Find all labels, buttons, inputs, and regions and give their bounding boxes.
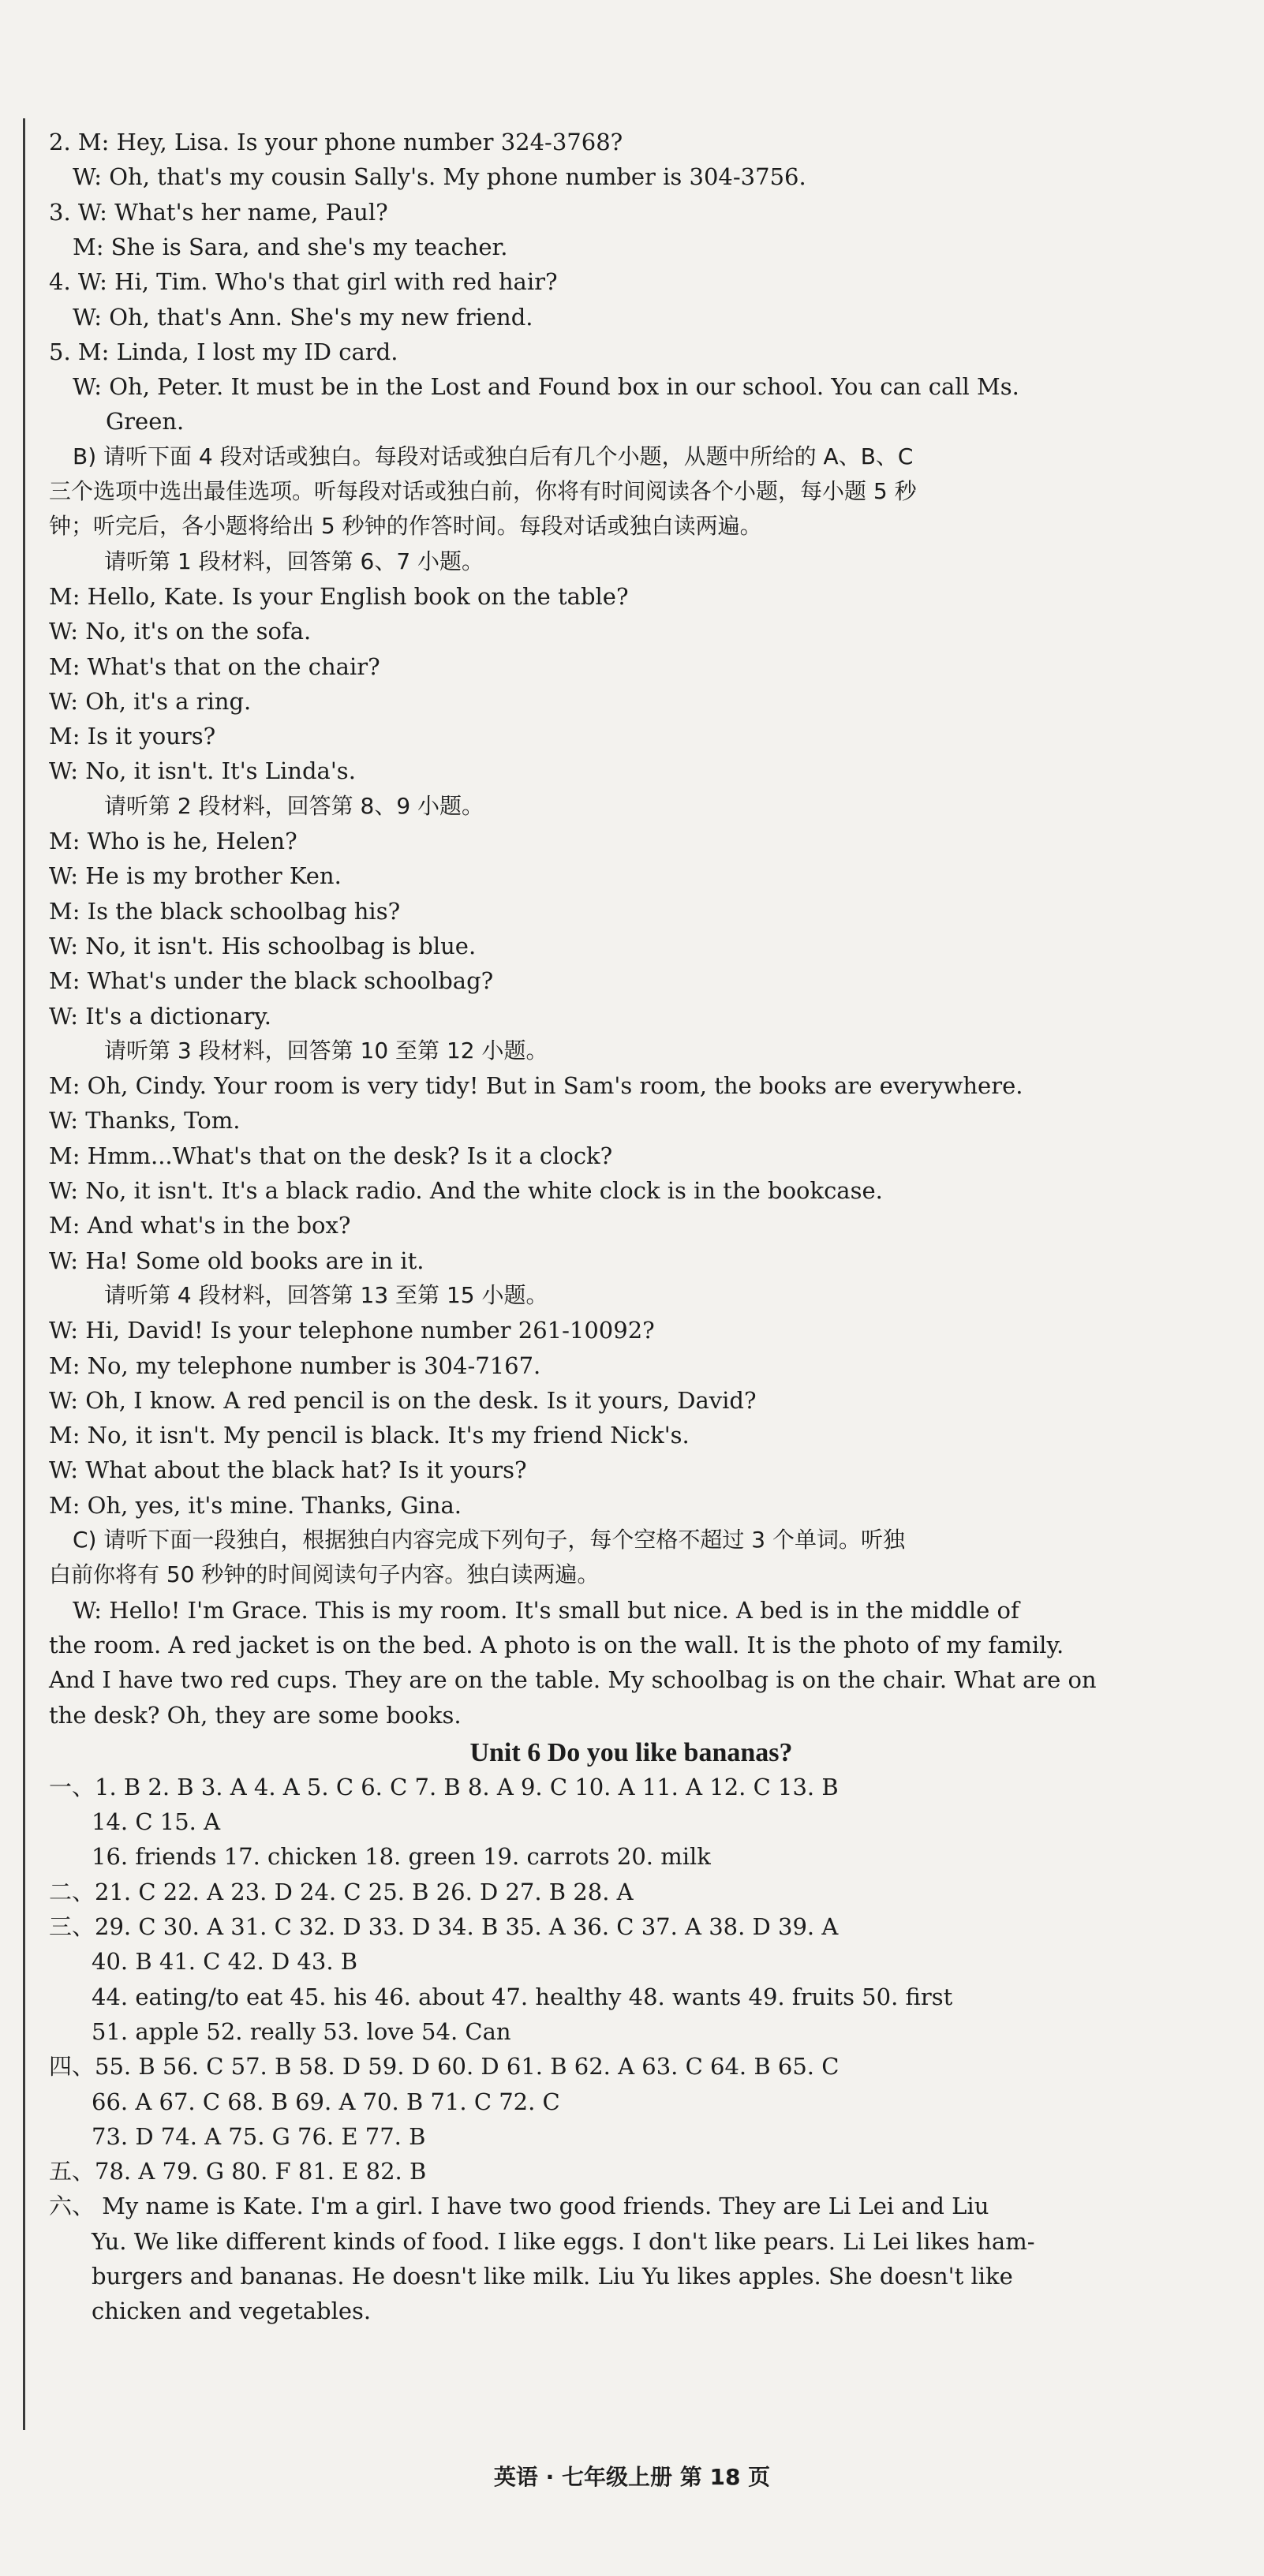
transcript-line: W: Oh, that's my cousin Sally's. My phone number is 304-3756. (73, 163, 806, 191)
answer-line: 四、55. B 56. C 57. B 58. D 59. D 60. D 61. B 62. A 63. C 64. B 65. C (49, 2053, 840, 2081)
transcript-line: W: What about the black hat? Is it yours? (49, 1456, 527, 1484)
transcript-line: 4. W: Hi, Tim. Who's that girl with red hair? (49, 268, 558, 296)
answer-line: Yu. We like different kinds of food. I like eggs. I don't like pears. Li Lei likes ham- (92, 2227, 1035, 2255)
answer-line: 16. friends 17. chicken 18. green 19. carrots 20. milk (92, 1843, 711, 1871)
transcript-line: 请听第 3 段材料，回答第 10 至第 12 小题。 (104, 1037, 548, 1064)
page-footer: 英语 · 七年级上册 第 18 页 (493, 2464, 771, 2490)
transcript-line: the room. A red jacket is on the bed. A photo is on the wall. It is the photo of my family. (49, 1631, 1064, 1658)
answer-line: chicken and vegetables. (92, 2297, 372, 2325)
transcript-line: W: Hello! I'm Grace. This is my room. It's small but nice. A bed is in the middle of (73, 1596, 1019, 1624)
transcript-line: W: Oh, it's a ring. (49, 687, 252, 715)
answer-line: burgers and bananas. He doesn't like milk. Liu Yu likes apples. She doesn't like (92, 2263, 1013, 2290)
transcript-line: 三个选项中选出最佳选项。听每段对话或独白前，你将有时间阅读各个小题，每小题 5 秒 (49, 478, 917, 504)
transcript-line: M: No, my telephone number is 304-7167. (49, 1352, 541, 1379)
transcript-line: W: Oh, that's Ann. She's my new friend. (73, 303, 533, 331)
transcript-line: Green. (106, 408, 185, 436)
transcript-line: 请听第 1 段材料，回答第 6、7 小题。 (104, 548, 484, 574)
transcript-line: W: No, it isn't. It's Linda's. (49, 757, 356, 785)
transcript-line: 3. W: What's her name, Paul? (49, 198, 388, 226)
transcript-line: M: Is it yours? (49, 723, 216, 750)
transcript-line: W: Oh, I know. A red pencil is on the desk. Is it yours, David? (49, 1386, 757, 1414)
transcript-line: C) 请听下面一段独白，根据独白内容完成下列句子，每个空格不超过 3 个单词。听独 (73, 1527, 905, 1553)
transcript-line: M: Oh, Cindy. Your room is very tidy! But in Sam's room, the books are everywhere. (49, 1072, 1023, 1100)
transcript-line: 请听第 2 段材料，回答第 8、9 小题。 (104, 792, 484, 819)
transcript-line: M: She is Sara, and she's my teacher. (73, 233, 508, 260)
answer-line: 73. D 74. A 75. G 76. E 77. B (92, 2122, 426, 2150)
transcript-line: the desk? Oh, they are some books. (49, 1701, 462, 1729)
transcript-line: W: No, it's on the sofa. (49, 618, 312, 645)
transcript-line: W: No, it isn't. His schoolbag is blue. (49, 932, 477, 959)
transcript-line: M: Hello, Kate. Is your English book on the table? (49, 582, 629, 610)
answer-line: 40. B 41. C 42. D 43. B (92, 1948, 358, 1976)
answer-line: 66. A 67. C 68. B 69. A 70. B 71. C 72. C (92, 2088, 560, 2115)
transcript-line: W: It's a dictionary. (49, 1002, 272, 1030)
transcript-line: M: And what's in the box? (49, 1212, 351, 1239)
answer-line: 51. apple 52. really 53. love 54. Can (92, 2017, 511, 2045)
transcript-line: W: Oh, Peter. It must be in the Lost and Found box in our school. You can call Ms. (73, 373, 1019, 401)
transcript-line: 2. M: Hey, Lisa. Is your phone number 324-3768? (49, 129, 623, 155)
transcript-line: And I have two red cups. They are on the table. My schoolbag is on the chair. What are on (49, 1666, 1097, 1694)
unit-heading: Unit 6 Do you like bananas? (469, 1737, 793, 1767)
transcript-line: W: Ha! Some old books are in it. (49, 1247, 424, 1274)
answer-line: 三、29. C 30. A 31. C 32. D 33. D 34. B 35. A 36. C 37. A 38. D 39. A (49, 1913, 839, 1940)
transcript-line: M: What's under the black schoolbag? (49, 967, 494, 995)
transcript-line: W: He is my brother Ken. (49, 862, 342, 890)
answer-line: 五、78. A 79. G 80. F 81. E 82. B (49, 2158, 427, 2185)
answer-line: 二、21. C 22. A 23. D 24. C 25. B 26. D 27. B 28. A (49, 1878, 634, 1905)
answer-line: 一、1. B 2. B 3. A 4. A 5. C 6. C 7. B 8. A 9. C 10. A 11. A 12. C 13. B (49, 1773, 839, 1800)
margin-rule (23, 118, 25, 2430)
transcript-line: M: Who is he, Helen? (49, 828, 297, 854)
transcript-line: W: Thanks, Tom. (49, 1107, 241, 1135)
transcript-line: W: Hi, David! Is your telephone number 261-10092? (49, 1317, 655, 1344)
answer-line: 六、 My name is Kate. I'm a girl. I have two good friends. They are Li Lei and Liu (49, 2193, 989, 2220)
transcript-line: M: What's that on the chair? (49, 652, 380, 680)
transcript-line: M: Is the black schoolbag his? (49, 897, 401, 925)
transcript-line: M: Oh, yes, it's mine. Thanks, Gina. (49, 1491, 462, 1519)
answer-line: 44. eating/to eat 45. his 46. about 47. healthy 48. wants 49. fruits 50. first (92, 1983, 953, 2010)
transcript-line: M: Hmm...What's that on the desk? Is it a clock? (49, 1142, 613, 1169)
transcript-line: M: No, it isn't. My pencil is black. It's my friend Nick's. (49, 1422, 690, 1449)
transcript-line: 白前你将有 50 秒钟的时间阅读句子内容。独白读两遍。 (49, 1561, 600, 1588)
transcript-line: 请听第 4 段材料，回答第 13 至第 15 小题。 (104, 1281, 548, 1308)
transcript-line: 5. M: Linda, I lost my ID card. (49, 338, 398, 365)
transcript-line: 钟；听完后，各小题将给出 5 秒钟的作答时间。每段对话或独白读两遍。 (49, 513, 762, 540)
transcript-line: W: No, it isn't. It's a black radio. And the white clock is in the bookcase. (49, 1177, 883, 1204)
transcript-line: B) 请听下面 4 段对话或独白。每段对话或独白后有几个小题，从题中所给的 A、B、C (73, 443, 914, 469)
answer-line: 14. C 15. A (92, 1808, 221, 1836)
